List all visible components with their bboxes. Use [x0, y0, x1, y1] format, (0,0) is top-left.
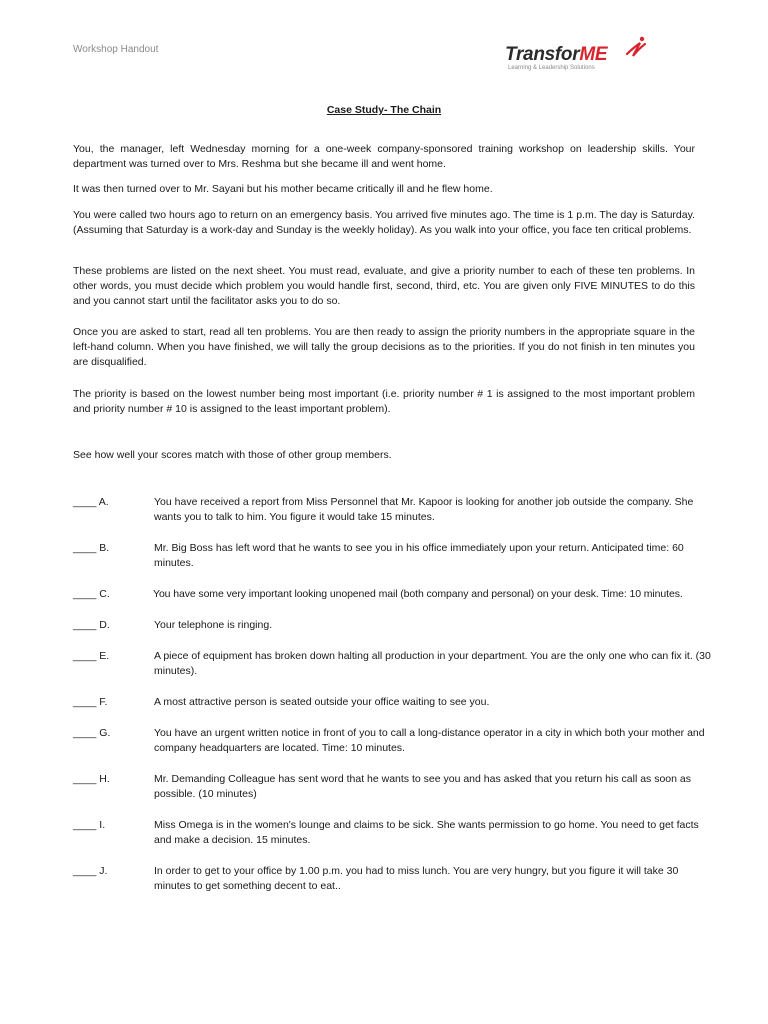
case-study-title: Case Study- The Chain [326, 104, 442, 116]
swoosh-figure-icon [623, 34, 649, 60]
paragraph-priority-rule: The priority is based on the lowest number being most important (i.e. priority number # 1 is assigned to the most important problem and priority number # 10 is assigned to the least important problem). [73, 388, 695, 415]
priority-blank: ____ F. [73, 696, 108, 708]
problem-text: Mr. Demanding Colleague has sent word that he wants to see you and has asked that you return his call as soon as possible. (10 minutes) [154, 773, 691, 800]
problem-text: Your telephone is ringing. [154, 619, 273, 631]
priority-blank: ____ D. [73, 619, 110, 631]
logo-wordmark [505, 44, 607, 66]
priority-blank: ____ B. [73, 542, 110, 554]
priority-blank: ____ I. [73, 819, 106, 831]
priority-blank: ____ H. [73, 773, 110, 785]
paragraph-handover: It was then turned over to Mr. Sayani but his mother became critically ill and he flew home. [73, 183, 493, 195]
priority-blank: ____ C. [73, 588, 110, 600]
problem-text: Mr. Big Boss has left word that he wants to see you in his office immediately upon your return. Anticipated time: 60 minutes. [154, 542, 684, 569]
paragraph-instructions: These problems are listed on the next sheet. You must read, evaluate, and give a priority number to each of these ten problems. In other words, you must decide which problem you would handle first, second, third, etc. You are given only FIVE MINUTES to do this and you cannot start until the facilitator asks you to do so. [73, 265, 695, 307]
problem-text: You have some very important looking unopened mail (both company and personal) on your desk. Time: 10 minutes. [153, 588, 683, 600]
paragraph-intro: You, the manager, left Wednesday morning for a one-week company-sponsored training workshop on leadership skills. Your department was turned over to Mrs. Reshma but she became ill and went home. [73, 143, 695, 170]
problem-text: In order to get to your office by 1.00 p.m. you had to miss lunch. You are very hungry, but you figure it will take 30 minutes to get something decent to eat.. [154, 865, 679, 892]
paragraph-compare: See how well your scores match with those of other group members. [73, 449, 392, 461]
problem-text: You have an urgent written notice in front of you to call a long-distance operator in a city in which both your mother and company headquarters are located. Time: 10 minutes. [154, 727, 705, 754]
priority-blank: ____ J. [73, 865, 108, 877]
priority-blank: ____ E. [73, 650, 110, 662]
problem-text: A most attractive person is seated outside your office waiting to see you. [154, 696, 490, 708]
paragraph-procedure: Once you are asked to start, read all ten problems. You are then ready to assign the priority numbers in the appropriate square in the left-hand column. When you have finished, we will tally the group decisions as to the priorities. If you do not finish in ten minutes you are disqualified. [73, 326, 695, 368]
logo-wordmark-main: Transfor [505, 44, 580, 65]
priority-blank: ____ A. [73, 496, 109, 508]
problem-text: Miss Omega is in the women's lounge and claims to be sick. She wants permission to go home. You need to get facts and make a decision. 15 minutes. [154, 819, 699, 846]
problem-text: A piece of equipment has broken down halting all production in your department. You are the only one who can fix it. (30 minutes). [154, 650, 711, 677]
logo-wordmark-accent: ME [579, 44, 608, 65]
problem-text: You have received a report from Miss Personnel that Mr. Kapoor is looking for another job outside the company. She wants you to talk to him. You figure it would take 15 minutes. [154, 496, 694, 523]
priority-blank: ____ G. [73, 727, 111, 739]
logo-tagline: Learning & Leadership Solutions [508, 65, 595, 71]
transforme-logo [505, 36, 655, 76]
header-label: Workshop Handout [73, 44, 159, 55]
paragraph-situation: You were called two hours ago to return on an emergency basis. You arrived five minutes ago. The time is 1 p.m. The day is Saturday. (Assuming that Saturday is a work-day and Sunday is the weekly holiday). As you walk into your office, you face ten critical problems. [73, 209, 695, 236]
